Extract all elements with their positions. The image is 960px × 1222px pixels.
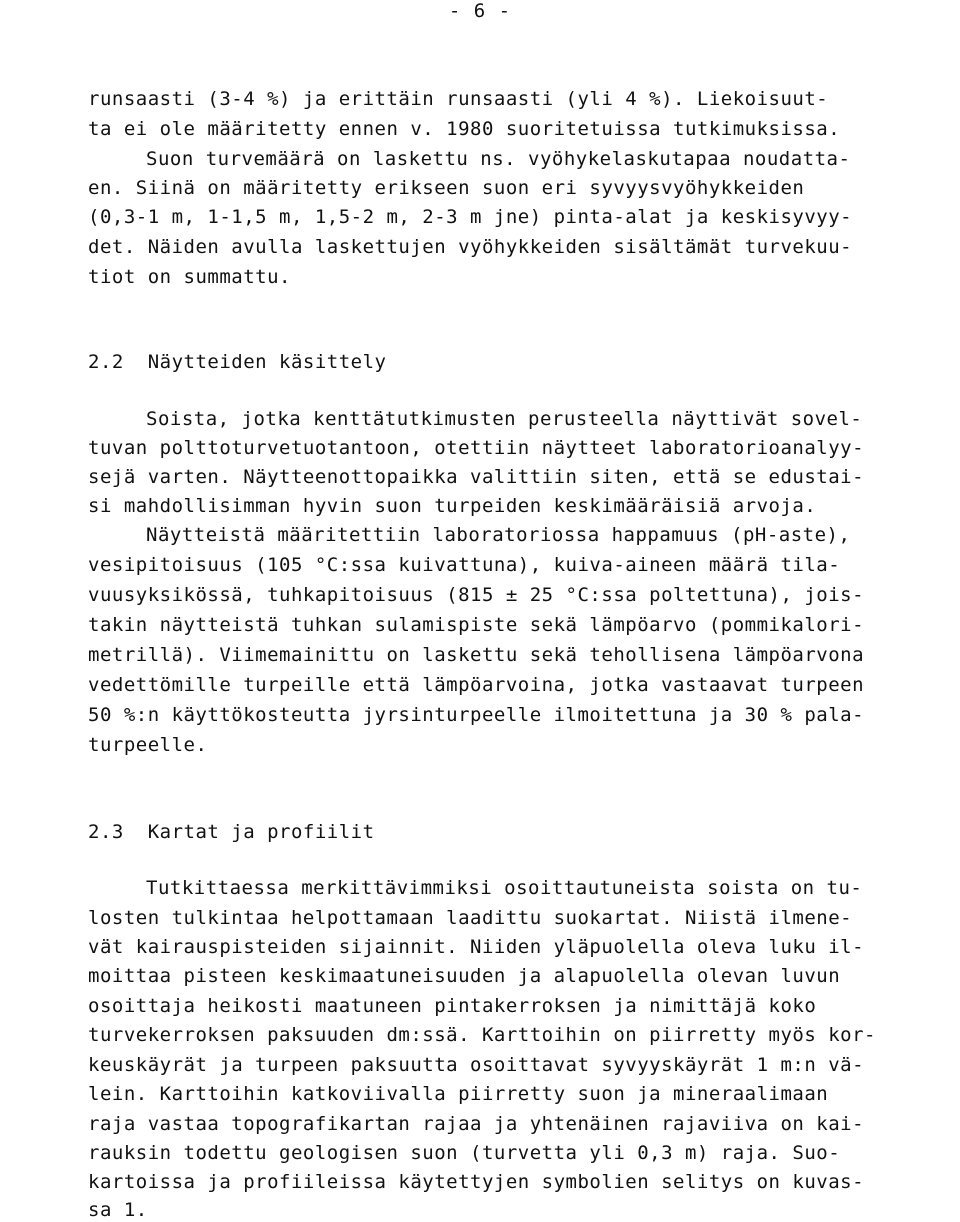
- text-line: losten tulkintaa helpottamaan laadittu suokartat. Niistä ilmene-: [88, 907, 853, 929]
- text-line: raja vastaa topografikartan rajaa ja yhtenäinen rajaviiva on kai-: [88, 1113, 865, 1135]
- text-line: moittaa pisteen keskimaatuneisuuden ja alapuolella olevan luvun: [88, 965, 841, 987]
- text-line: rauksin todettu geologisen suon (turvetta yli 0,3 m) raja. Suo-: [88, 1142, 841, 1164]
- text-line: vedettömille turpeille että lämpöarvoina, jotka vastaavat turpeen: [88, 674, 865, 696]
- text-line: vät kairauspisteiden sijainnit. Niiden yläpuolella oleva luku il-: [88, 936, 865, 958]
- text-line: vuusyksikössä, tuhkapitoisuus (815 ± 25 °C:ssa poltettuna), jois-: [88, 584, 865, 606]
- text-line: Näytteistä määritettiin laboratoriossa happamuus (pH-aste),: [146, 524, 851, 546]
- text-line: tuvan polttoturvetuotantoon, otettiin näytteet laboratorioanalyy-: [88, 437, 865, 459]
- text-line: lein. Karttoihin katkoviivalla piirretty suon ja mineraalimaan: [88, 1083, 829, 1105]
- text-line: Soista, jotka kenttätutkimusten perusteella näyttivät sovel-: [146, 408, 863, 430]
- text-line: keuskäyrät ja turpeen paksuutta osoittavat syvyyskäyrät 1 m:n vä-: [88, 1054, 865, 1076]
- page-number: - 6 -: [448, 0, 512, 22]
- text-line: turpeelle.: [88, 734, 208, 756]
- section-heading-2-2: 2.2 Näytteiden käsittely: [88, 351, 387, 373]
- text-line: metrillä). Viimemainittu on laskettu sekä tehollisena lämpöarvona: [88, 644, 865, 666]
- text-line: runsaasti (3-4 %) ja erittäin runsaasti (yli 4 %). Liekoisuut-: [88, 88, 829, 110]
- text-line: Tutkittaessa merkittävimmiksi osoittautuneista soista on tu-: [146, 877, 863, 899]
- text-line: en. Siinä on määritetty erikseen suon eri syvyysvyöhykkeiden: [88, 177, 805, 199]
- text-line: takin näytteistä tuhkan sulamispiste sekä lämpöarvo (pommikalori-: [88, 614, 865, 636]
- text-line: vesipitoisuus (105 °C:ssa kuivattuna), kuiva-aineen määrä tila-: [88, 554, 841, 576]
- text-line: sejä varten. Näytteenottopaikka valittiin siten, että se edustai-: [88, 466, 865, 488]
- text-line: Suon turvemäärä on laskettu ns. vyöhykelaskutapaa noudatta-: [146, 148, 851, 170]
- text-line: (0,3-1 m, 1-1,5 m, 1,5-2 m, 2-3 m jne) pinta-alat ja keskisyvyy-: [88, 206, 853, 228]
- text-line: det. Näiden avulla laskettujen vyöhykkeiden sisältämät turvekuu-: [88, 236, 853, 258]
- text-line: turvekerroksen paksuuden dm:ssä. Karttoihin on piirretty myös kor-: [88, 1024, 876, 1046]
- text-line: ta ei ole määritetty ennen v. 1980 suoritetuissa tutkimuksissa.: [88, 118, 841, 140]
- text-line: 50 %:n käyttökosteutta jyrsinturpeelle ilmoitettuna ja 30 % pala-: [88, 704, 865, 726]
- text-line: tiot on summattu.: [88, 266, 291, 288]
- text-line: kartoissa ja profiileissa käytettyjen symbolien selitys on kuvas-: [88, 1171, 865, 1193]
- text-line: osoittaja heikosti maatuneen pintakerroksen ja nimittäjä koko: [88, 995, 817, 1017]
- section-heading-2-3: 2.3 Kartat ja profiilit: [88, 821, 375, 843]
- text-line: sa 1.: [88, 1199, 148, 1221]
- text-line: si mahdollisimman hyvin suon turpeiden keskimääräisiä arvoja.: [88, 495, 817, 517]
